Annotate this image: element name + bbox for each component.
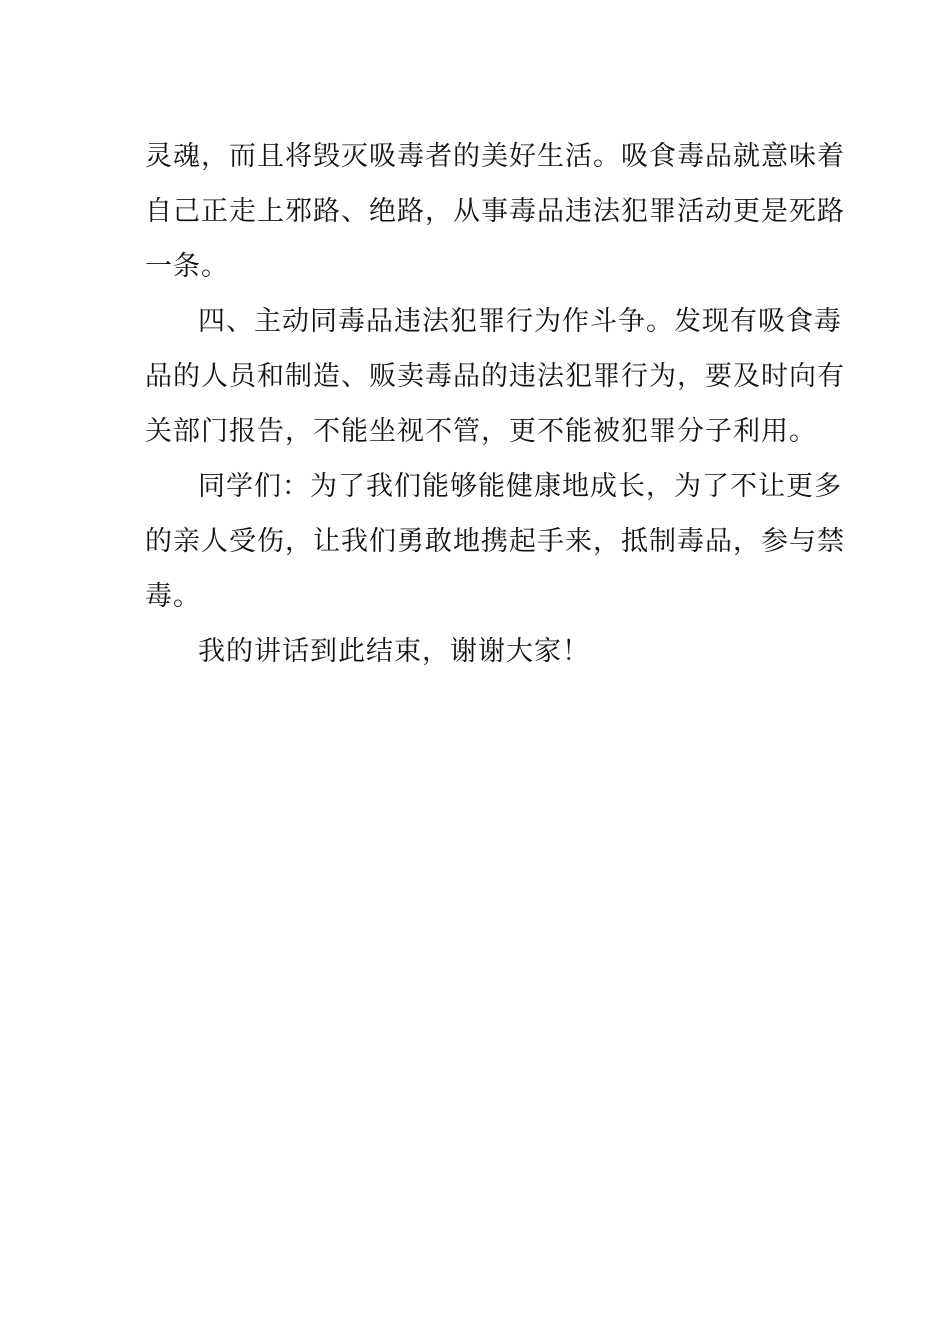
- paragraph-point-four: [145, 294, 845, 459]
- text-line: 品的人员和制造、贩卖毒品的违法犯罪行为，要及时向有: [145, 361, 845, 392]
- paragraph-closing: [145, 624, 815, 679]
- text-line: 毒。: [145, 581, 201, 612]
- paragraph-appeal: [145, 459, 845, 624]
- text-line: 自己正走上邪路、绝路，从事毒品违法犯罪活动更是死路: [145, 196, 845, 227]
- text-line: 我的讲话到此结束，谢谢大家！: [198, 636, 590, 667]
- text-line: 一条。: [145, 251, 229, 282]
- text-line: 四、主动同毒品违法犯罪行为作斗争。发现有吸食毒: [198, 306, 842, 337]
- text-line: 灵魂，而且将毁灭吸毒者的美好生活。吸食毒品就意味着: [145, 141, 845, 172]
- document-body: [145, 129, 845, 679]
- text-line: 的亲人受伤，让我们勇敢地携起手来，抵制毒品，参与禁: [145, 526, 845, 557]
- text-line: 关部门报告，不能坐视不管，更不能被犯罪分子利用。: [145, 416, 817, 447]
- text-line: 同学们：为了我们能够能健康地成长，为了不让更多: [198, 471, 842, 502]
- paragraph-consequences: [145, 129, 845, 294]
